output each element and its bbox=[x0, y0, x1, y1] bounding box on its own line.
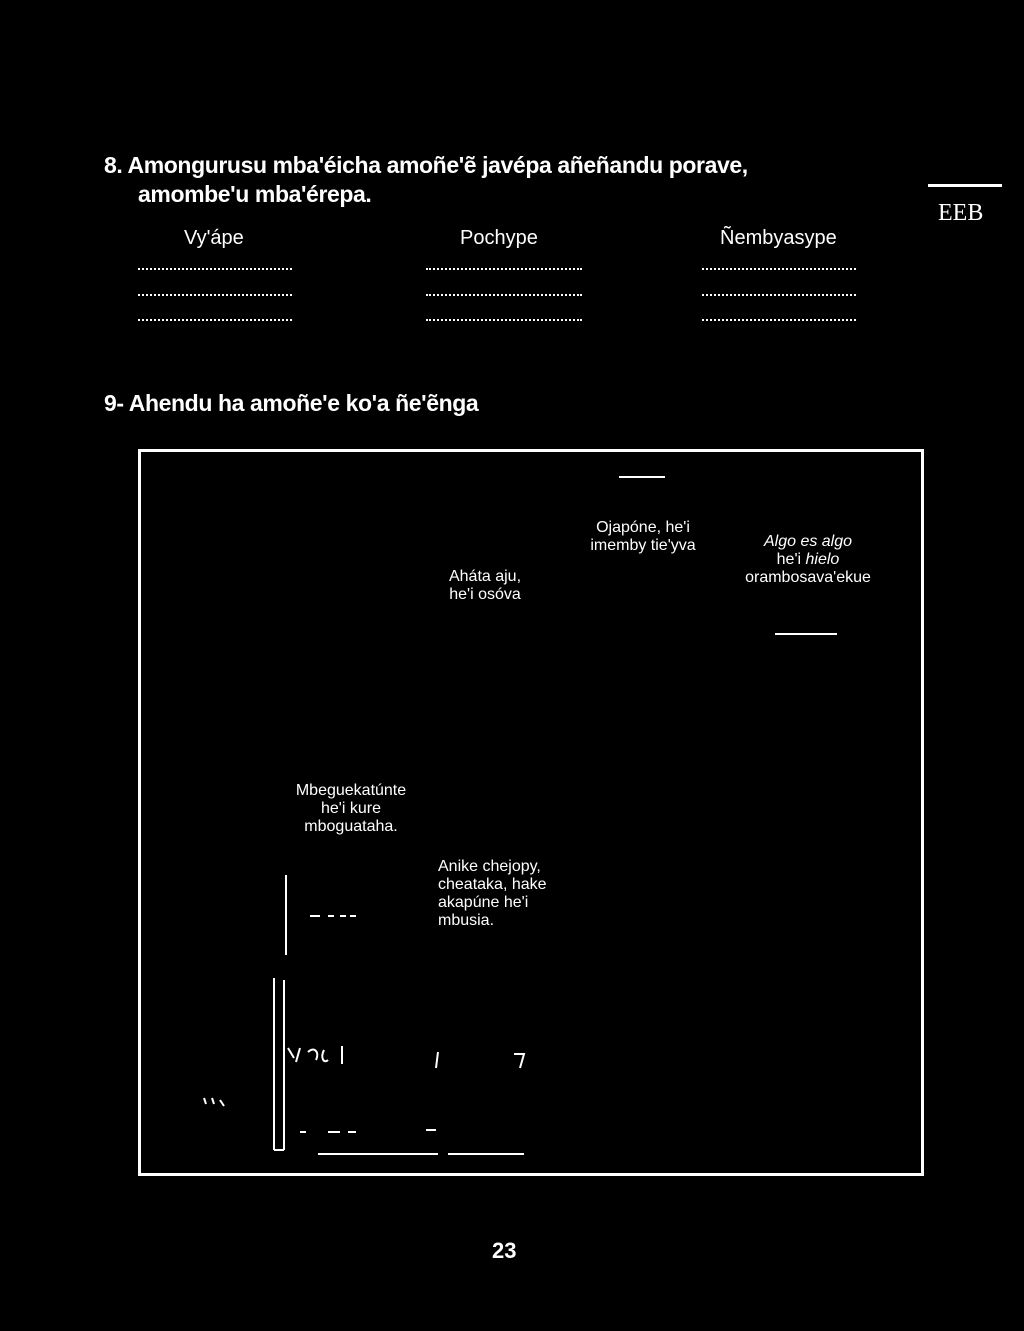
caption-line: imemby tie'yva bbox=[590, 537, 696, 554]
illustration-sketch bbox=[190, 870, 550, 1160]
caption-line: cheataka, hake bbox=[438, 876, 547, 893]
answer-line-vyape-3[interactable] bbox=[138, 319, 292, 321]
answer-line-nembyasype-3[interactable] bbox=[702, 319, 856, 321]
question-9-title: 9- Ahendu ha amoñe'e ko'a ñe'ẽnga bbox=[104, 390, 479, 416]
caption-line: Algo es algo bbox=[763, 533, 853, 550]
column-header-nembyasype: Ñembyasype bbox=[720, 227, 837, 249]
caption-line: akapúne he'i bbox=[438, 894, 529, 911]
illustration-mark bbox=[775, 633, 837, 635]
question-8-title-line1: 8. Amongurusu mba'éicha amoñe'ẽ javépa añeñandu porave, bbox=[104, 152, 748, 178]
answer-line-vyape-2[interactable] bbox=[138, 294, 292, 296]
caption-ahata bbox=[420, 568, 550, 604]
caption-line-2 bbox=[726, 551, 890, 569]
eeb-badge: EEB bbox=[938, 200, 984, 226]
caption-italic-word: hielo bbox=[805, 551, 840, 568]
caption-line: Aháta aju, bbox=[448, 568, 522, 585]
answer-line-pochype-3[interactable] bbox=[426, 319, 582, 321]
column-header-pochype: Pochype bbox=[460, 227, 538, 249]
caption-line: he'i kure bbox=[321, 800, 381, 817]
caption-line: he'i osóva bbox=[449, 586, 521, 603]
answer-line-pochype-1[interactable] bbox=[426, 268, 582, 270]
caption-line: orambosava'ekue bbox=[745, 569, 871, 586]
answer-line-vyape-1[interactable] bbox=[138, 268, 292, 270]
caption-line: Mbeguekatúnte bbox=[295, 782, 407, 799]
answer-line-nembyasype-1[interactable] bbox=[702, 268, 856, 270]
caption-line: mboguataha. bbox=[304, 818, 398, 835]
answer-line-pochype-2[interactable] bbox=[426, 294, 582, 296]
caption-line: Ojapóne, he'i bbox=[596, 519, 690, 536]
page-number: 23 bbox=[492, 1238, 517, 1263]
caption-prefix: he'i bbox=[776, 551, 806, 568]
caption-line: mbusia. bbox=[438, 912, 495, 929]
answer-line-nembyasype-2[interactable] bbox=[702, 294, 856, 296]
caption-mbegue bbox=[276, 782, 426, 836]
caption-line: Anike chejopy, bbox=[438, 858, 541, 875]
question-8-title-line2: amombe'u mba'érepa. bbox=[138, 181, 372, 207]
illustration-mark bbox=[619, 476, 665, 478]
column-header-vyape: Vy'ápe bbox=[184, 227, 244, 249]
caption-algo bbox=[726, 533, 890, 587]
badge-rule bbox=[928, 184, 1002, 187]
caption-ojapone bbox=[568, 519, 718, 555]
